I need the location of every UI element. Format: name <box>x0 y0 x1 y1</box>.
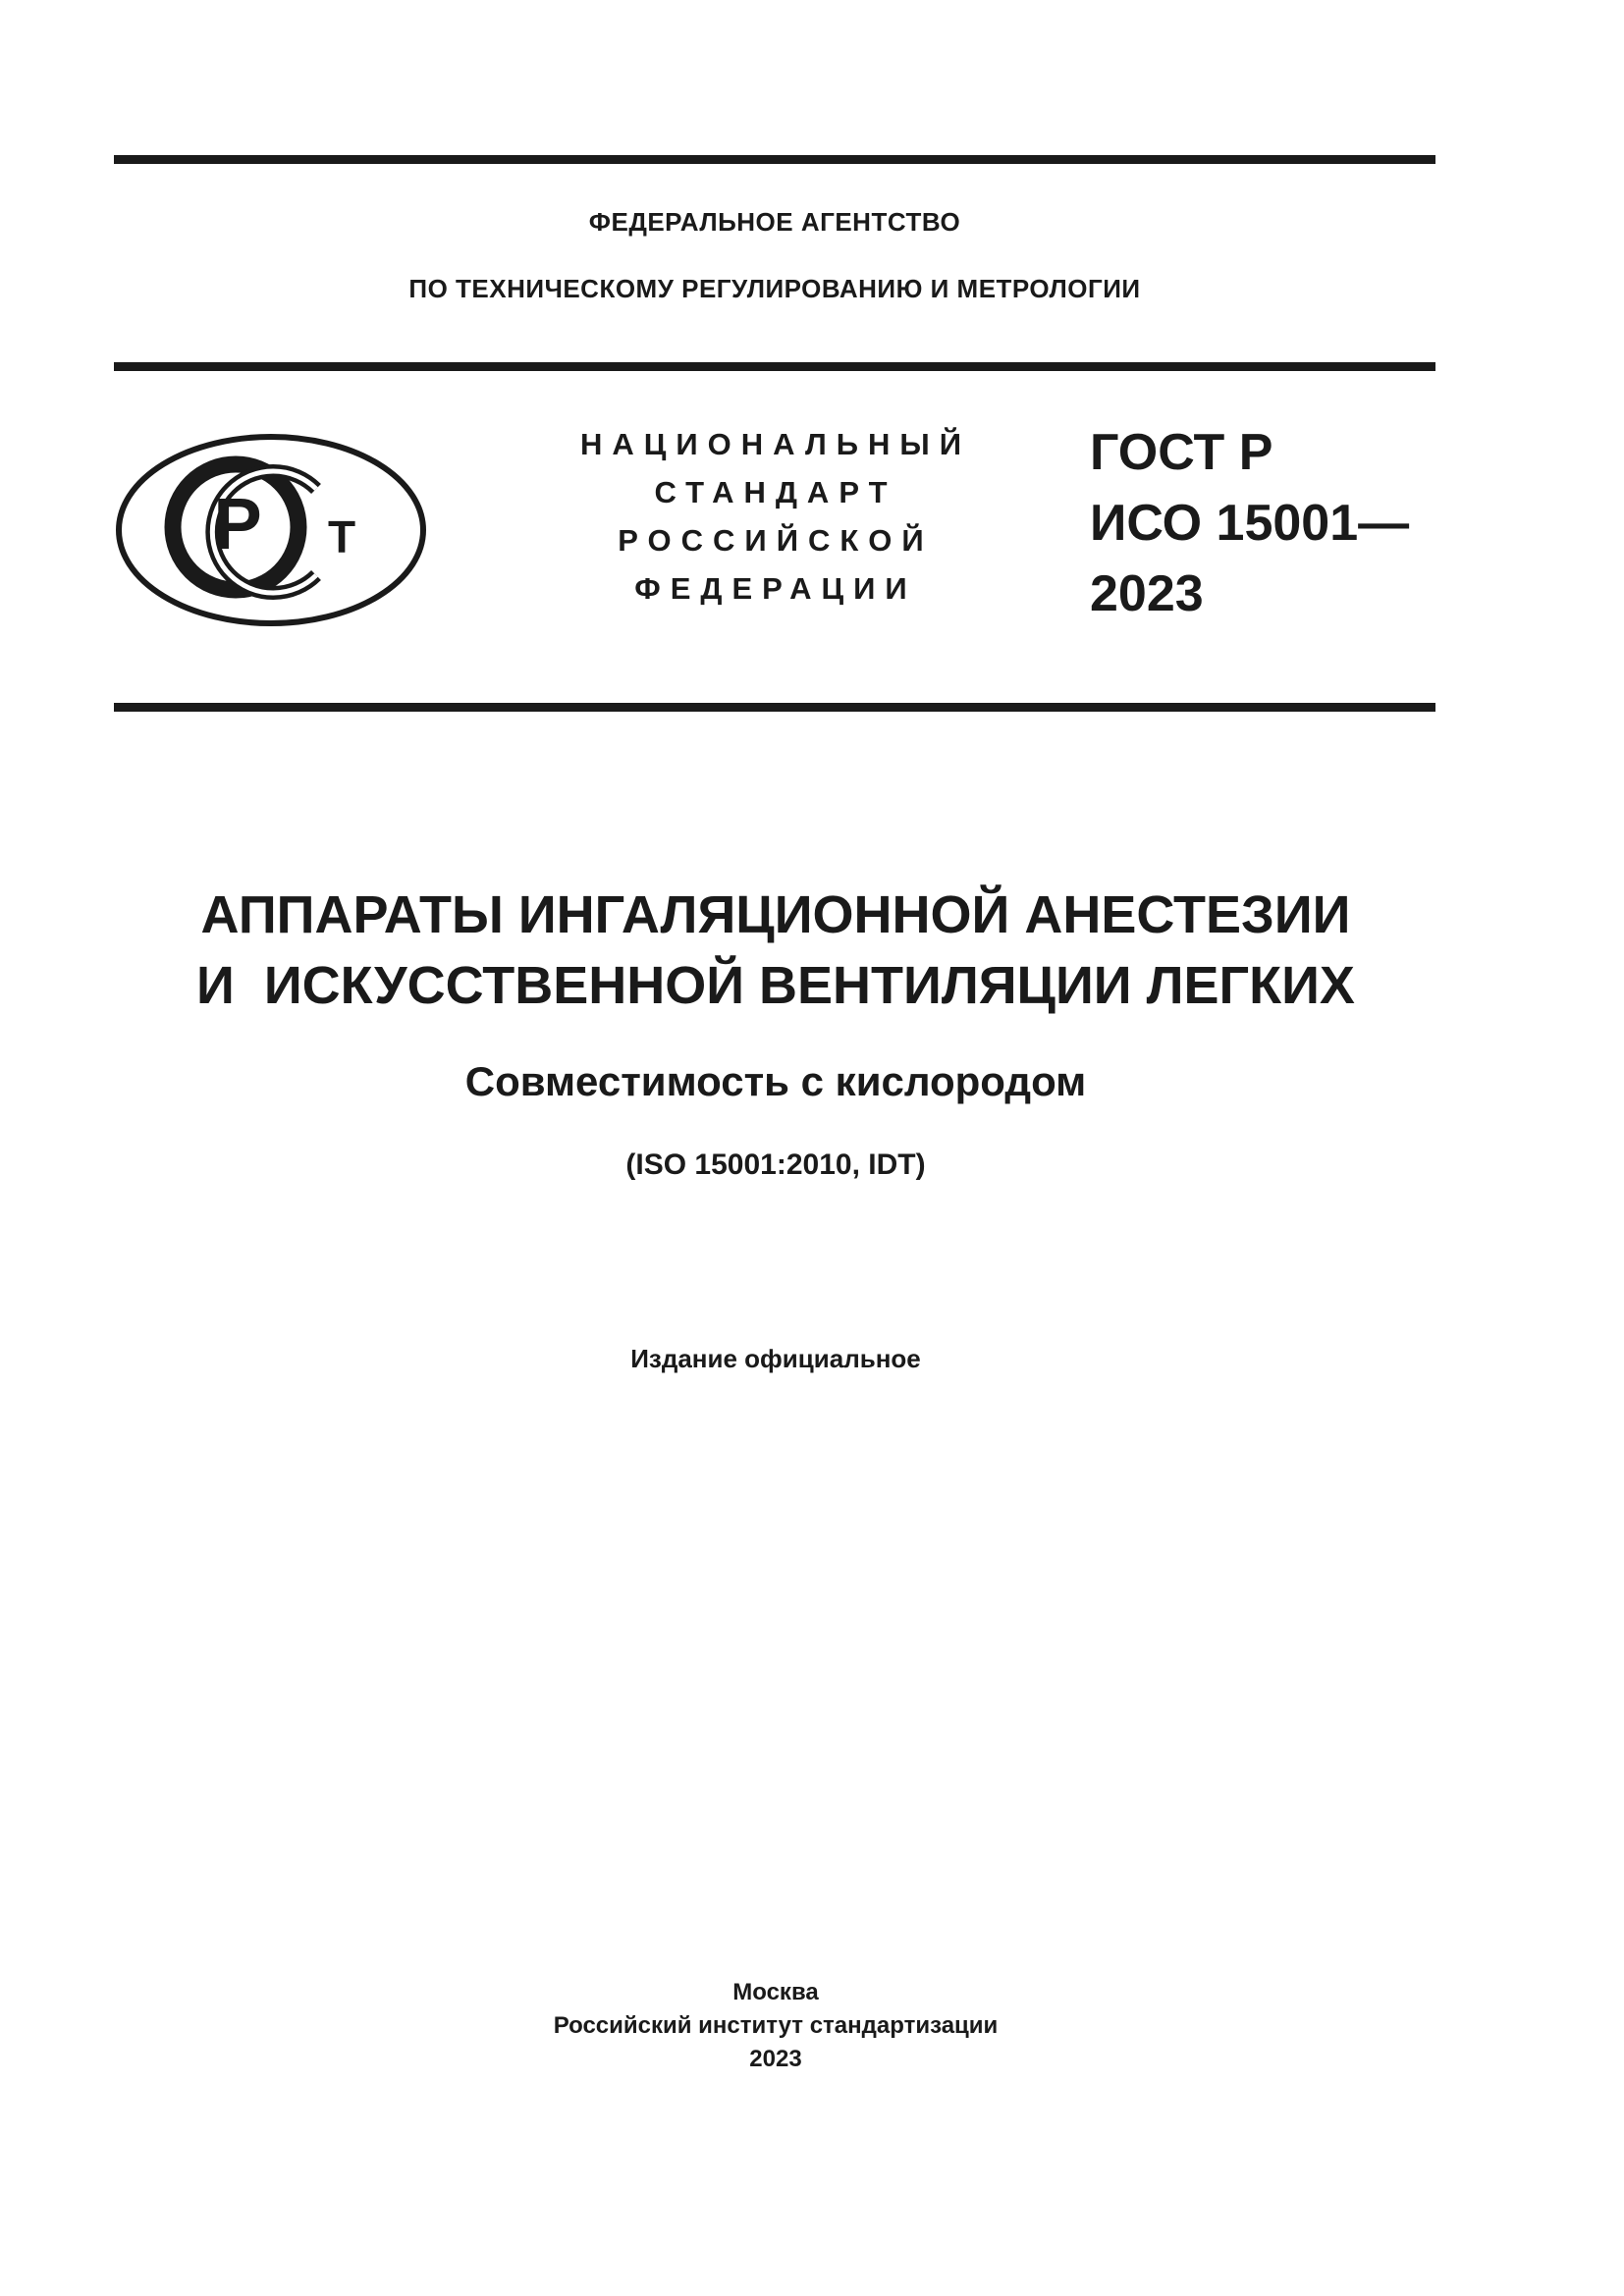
standard-type-line1: НАЦИОНАЛЬНЫЙ <box>579 427 972 461</box>
standard-type-line3: РОССИЙСКОЙ <box>618 523 934 558</box>
title-line1: АППАРАТЫ ИНГАЛЯЦИОННОЙ АНЕСТЕЗИИ <box>200 885 1351 944</box>
imprint-year: 2023 <box>749 2046 802 2072</box>
designation-line1: ГОСТ Р <box>1090 424 1273 481</box>
imprint-city: Москва <box>732 1979 819 2005</box>
title-line2: И ИСКУССТВЕННОЙ ВЕНТИЛЯЦИИ ЛЕГКИХ <box>196 956 1355 1015</box>
rst-logo-graphic <box>114 432 428 628</box>
standard-type-block <box>530 420 1021 613</box>
rst-certification-mark-icon <box>114 432 428 628</box>
designation-line2: ИСО 15001— <box>1090 495 1410 552</box>
iso-reference: (ISO 15001:2010, IDT) <box>625 1148 926 1181</box>
header-bottom-rule <box>114 703 1435 712</box>
imprint-block <box>0 1976 1551 2076</box>
designation-line3: 2023 <box>1090 565 1204 622</box>
logo-letter-t: Т <box>327 511 356 562</box>
logo-letter-r: Р <box>213 483 262 564</box>
agency-name-line1: ФЕДЕРАЛЬНОЕ АГЕНТСТВО <box>588 207 961 237</box>
document-subtitle: Совместимость с кислородом <box>464 1058 1087 1104</box>
document-title <box>0 880 1551 1021</box>
imprint-publisher: Российский институт стандартизации <box>553 2012 999 2039</box>
agency-name-line2: ПО ТЕХНИЧЕСКОМУ РЕГУЛИРОВАНИЮ И МЕТРОЛОГИИ <box>408 274 1141 303</box>
standard-designation <box>1090 417 1409 629</box>
top-rule <box>114 155 1435 164</box>
edition-label: Издание официальное <box>630 1344 921 1373</box>
header-divider-rule <box>114 362 1435 371</box>
standard-type-line4: ФЕДЕРАЦИИ <box>634 571 917 606</box>
standard-type-line2: СТАНДАРТ <box>654 475 897 509</box>
